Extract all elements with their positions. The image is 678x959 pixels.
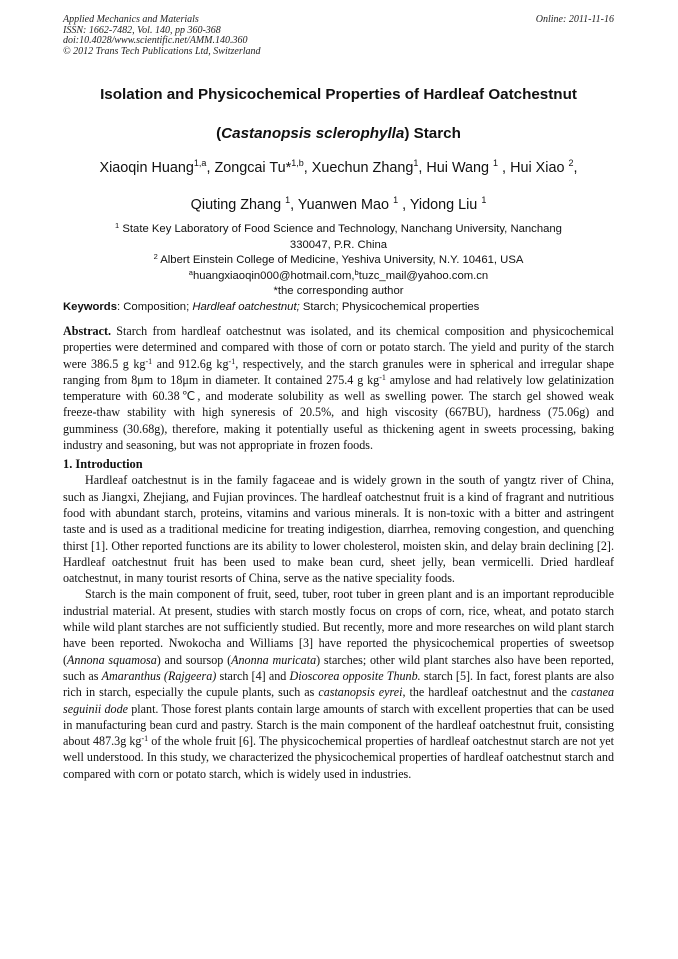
author: Xiaoqin Huang$^{1,a}$, xyxy=(99,158,215,176)
abstract: Abstract. Starch from hardleaf oatchestnut was isolated, and its chemical composition and physicochemical properties were determined and compared with those of corn or potato starch. The yield and purity of the starch were 386.5 g $kg^{-1}$ and 912.6g $kg^{-1}$, respectively, and the starch granules were in spherical and irregular shape ranging from 8μm to 18μm in diameter. It contained 275.4 g $kg^{-1}$ amylose and had relatively low gelatinization temperature with 60.38℃, and moderate solubility as well as swelling power. The starch gel showed weak freeze-thaw stability with high syneresis of 20.5%, and high viscosity (667BU), hardness (75.06g) and gumminess (30.68g), therefore, making it potentially useful as thickening agent in sweets processing, baking industry and seasoning, but was not appropriate in frozen foods. xyxy=(63,324,614,453)
section-heading-introduction: 1. Introduction xyxy=(63,457,143,472)
species-name: Castanopsis sclerophylla xyxy=(221,125,405,142)
online-date: Online: 2011-11-16 xyxy=(535,14,614,25)
journal-header xyxy=(63,15,614,57)
author: Yidong Liu $^1$ xyxy=(409,195,487,213)
corresponding-author-note: *the corresponding author xyxy=(273,285,404,297)
keywords-label: Keywords xyxy=(63,300,117,313)
authors-line-1 xyxy=(63,159,614,177)
author: Xuechun Zhang$^1$, xyxy=(311,158,427,176)
author: Hui Wang $^1$ , xyxy=(426,158,511,176)
paper-title-line-2: (Castanopsis sclerophylla) Starch xyxy=(216,125,461,142)
affiliation-2: $^2$ Albert Einstein College of Medicine, Yeshiva University, N.Y. 10461, USA xyxy=(153,252,524,266)
author: Qiuting Zhang $^1$, xyxy=(190,195,298,213)
intro-paragraph-2: Starch is the main component of fruit, seed, tuber, root tuber in green plant and is an important reproducible industrial material. At present, studies with starch mostly focus on crops of corn, rice, wheat, and potato starch while wild plant starches are not sufficiently studied. But recently, more and more researches on wild plant starch have been reported. Nwokocha and Williams [3] have reported the physicochemical properties of sweetsop (Annona squamosa) and soursop (Anonna muricata) starches; other wild plant starches also have been reported, such as Amaranthus (Rajgeera) starch [4] and Dioscorea opposite Thunb. starch [5]. In fact, forest plants are also rich in starch, especially the cupule plants, such as castanopsis eyrei, the hardleaf oatchestnut and the castanea seguinii dode plant. Those forest plants contain large amounts of starch with excellent properties that can be used in manufacturing bean curd and pastry. Starch is the main component of the hardleaf oatchestnut fruit, consisting about 487.3g $kg^{-1}$ of the whole fruit [6]. The physicochemical properties of hardleaf oatchestnut starch are not yet well understood. In this study, we characterized the physicochemical properties of hardleaf oatchestnut starch and compared with corn or potato starch, which is widely used in industries. xyxy=(63,587,615,781)
keywords: Keywords: Composition; Hardleaf oatchestnut; Starch; Physicochemical properties xyxy=(63,300,480,313)
author: Hui Xiao $^2$, xyxy=(510,158,578,176)
affiliation-1-cont: 330047, P.R. China xyxy=(289,238,388,251)
abstract-label: Abstract. xyxy=(63,324,112,338)
journal-doi: doi:10.4028/www.scientific.net/AMM.140.360 xyxy=(63,35,248,46)
author-emails: $^a$huangxiaoqin000@hotmail.com,$^b$tuzc_mail@yahoo.com.cn xyxy=(188,267,489,282)
affiliation-1: $^1$ State Key Laboratory of Food Science and Technology, Nanchang University, Nanchang xyxy=(115,221,562,235)
author: Yuanwen Mao $^1$ , xyxy=(297,195,410,213)
paper-title-line-1: Isolation and Physicochemical Properties of Hardleaf Oatchestnut xyxy=(100,86,577,103)
author: Zongcai Tu*$^{1,b}$, xyxy=(214,158,312,176)
authors-line-2 xyxy=(63,196,614,214)
journal-name: Applied Mechanics and Materials xyxy=(63,14,199,25)
journal-copyright: © 2012 Trans Tech Publications Ltd, Switzerland xyxy=(63,45,261,57)
intro-paragraph-1: Hardleaf oatchestnut is in the family fagaceae and is widely grown in the south of yangtz river of China, such as Jiangxi, Zhejiang, and Fujian provinces. The hardleaf oatchestnut fruit is a kind of fragrant and nutritious food with abundant starch, proteins, vitamins and various minerals. It is non-toxic with a bitter and astringent taste and is used as a traditional medicine for treating indigestion, diarrhea, removing congestion, and quenching thirst [1]. Other reported functions are its ability to lower cholesterol, moisten skin, and delay brain declining [2]. Hardleaf oatchestnut fruit has been used to make bean curd, sheet jelly, bean vermicelli. Dried hardleaf oatchestnut, in many tourist resorts of China, serve as the native speciality foods. xyxy=(63,473,614,586)
journal-issn: ISSN: 1662-7482, Vol. 140, pp 360-368 xyxy=(63,24,221,36)
email-link-a[interactable]: huangxiaoqin000@hotmail.com, xyxy=(192,269,355,282)
email-link-b[interactable]: tuzc_mail@yahoo.com.cn xyxy=(358,269,489,282)
